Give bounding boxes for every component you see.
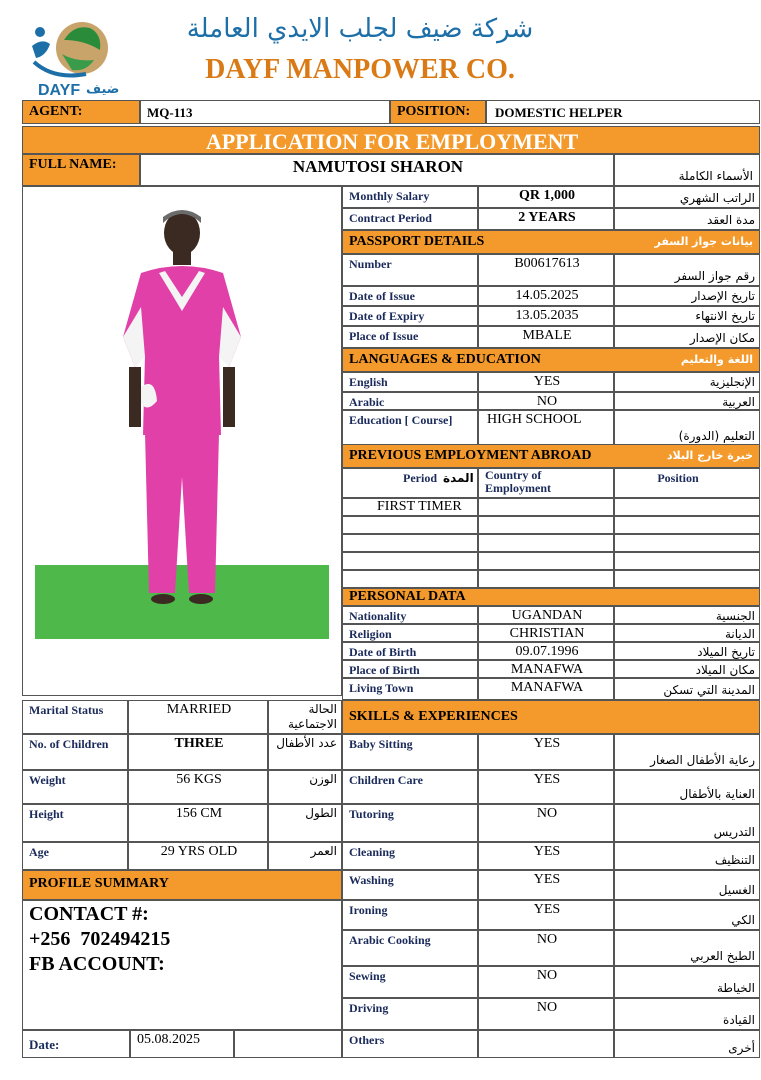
passport-title: PASSPORT DETAILS — [349, 234, 485, 249]
place-of-issue-value-cell — [478, 326, 614, 348]
skill-children-care-value-cell — [478, 770, 614, 804]
marital-status-ar-cell — [268, 700, 342, 734]
children-value: THREE — [174, 736, 224, 751]
place-of-issue-label: Place of Issue — [349, 329, 419, 343]
full-name-ar: الأسماء الكاملة — [678, 169, 753, 183]
skill-others-ar-cell — [614, 1030, 760, 1058]
contract-period-value: 2 YEARS — [518, 210, 576, 225]
education-label-cell — [342, 410, 478, 446]
skill-washing-ar-cell — [614, 870, 760, 900]
passport-number-label-cell — [342, 254, 478, 286]
place-of-birth-label-cell — [342, 660, 478, 678]
date-of-birth-label: Date of Birth — [349, 645, 417, 659]
living-town-ar-cell — [614, 678, 760, 700]
full-name-label: FULL NAME: — [29, 157, 117, 172]
employment-row-period — [342, 516, 478, 534]
skill-baby-sitting-value-cell — [478, 734, 614, 770]
marital-status-label-cell — [22, 700, 128, 734]
skill-children-care-ar: العناية بالأطفال — [679, 787, 755, 801]
position-value: DOMESTIC HELPER — [495, 105, 623, 120]
nationality-label: Nationality — [349, 609, 407, 623]
agent-label-cell — [22, 100, 140, 124]
arabic-ar: العربية — [722, 395, 755, 409]
skill-ironing-value: YES — [533, 902, 561, 917]
weight-ar: الوزن — [309, 772, 337, 786]
contract-period-ar: مدة العقد — [707, 213, 755, 227]
living-town-value-cell — [478, 678, 614, 700]
skill-tutoring-label-cell — [342, 804, 478, 842]
skills-title: SKILLS & EXPERIENCES — [349, 709, 518, 724]
place-of-issue-value: MBALE — [522, 328, 572, 343]
place-of-birth-label: Place of Birth — [349, 663, 420, 677]
skill-ironing-label: Ironing — [349, 903, 388, 917]
company-logo — [24, 10, 122, 102]
religion-ar: الديانة — [724, 627, 755, 641]
skill-driving-label: Driving — [349, 1001, 389, 1015]
date-of-issue-value: 14.05.2025 — [515, 288, 579, 303]
height-label: Height — [29, 807, 64, 821]
employment-row-position — [614, 570, 760, 588]
skill-tutoring-value-cell — [478, 804, 614, 842]
nationality-value-cell — [478, 606, 614, 624]
skill-driving-ar: القيادة — [723, 1013, 755, 1027]
agent-value: MQ-113 — [147, 105, 193, 120]
weight-label: Weight — [29, 773, 66, 787]
age-value-cell — [128, 842, 268, 870]
company-arabic-name: شركة ضيف لجلب الايدي العاملة — [186, 14, 534, 44]
skill-tutoring-ar-cell — [614, 804, 760, 842]
profile-summary-box — [22, 900, 342, 1030]
marital-status-ar: الحالة الاجتماعية — [287, 702, 337, 731]
period-header: Period — [403, 471, 437, 485]
skill-arabic-cooking-label: Arabic Cooking — [349, 933, 431, 947]
date-of-expiry-value-cell — [478, 306, 614, 326]
logo-text-en: DAYF — [38, 82, 81, 99]
full-name-label-cell — [22, 154, 140, 186]
first-timer: FIRST TIMER — [377, 499, 462, 514]
agent-value-cell — [140, 100, 390, 124]
skill-others-ar: أخرى — [728, 1041, 755, 1055]
languages-header — [342, 348, 760, 372]
employment-row-country — [478, 570, 614, 588]
date-of-expiry-value: 13.05.2035 — [515, 308, 579, 323]
nationality-ar-cell — [614, 606, 760, 624]
education-value-cell — [478, 410, 614, 446]
full-name-value: NAMUTOSI SHARON — [292, 157, 464, 176]
prev-employment-title-ar: خبرة خارج البلاد — [666, 449, 753, 462]
skill-tutoring-value: NO — [536, 806, 558, 821]
date-of-expiry-label-cell — [342, 306, 478, 326]
employment-row-position — [614, 498, 760, 516]
contract-period-ar-cell — [614, 208, 760, 230]
passport-number-label: Number — [349, 257, 392, 271]
english-value: YES — [533, 374, 561, 389]
date-of-birth-ar-cell — [614, 642, 760, 660]
position-label: POSITION: — [397, 104, 471, 119]
date-of-issue-ar-cell — [614, 286, 760, 306]
employment-row-period — [342, 552, 478, 570]
living-town-label: Living Town — [349, 681, 414, 695]
children-ar: عدد الأطفال — [276, 736, 337, 750]
prev-employment-header — [342, 444, 760, 468]
contract-period-value-cell — [478, 208, 614, 230]
position-value-cell — [486, 100, 760, 124]
children-value-cell — [128, 734, 268, 770]
skill-cleaning-ar-cell — [614, 842, 760, 870]
weight-ar-cell — [268, 770, 342, 804]
place-of-birth-ar: مكان الميلاد — [695, 663, 755, 677]
children-label-cell — [22, 734, 128, 770]
nationality-label-cell — [342, 606, 478, 624]
monthly-salary-label-cell — [342, 186, 478, 208]
arabic-ar-cell — [614, 392, 760, 410]
date-label: Date: — [29, 1037, 60, 1052]
skill-tutoring-label: Tutoring — [349, 807, 394, 821]
date-of-expiry-ar-cell — [614, 306, 760, 326]
skill-others-value-cell — [478, 1030, 614, 1058]
skill-sewing-ar-cell — [614, 966, 760, 998]
passport-number-ar: رقم جواز السفر — [674, 269, 755, 283]
skill-sewing-label: Sewing — [349, 969, 386, 983]
arabic-value-cell — [478, 392, 614, 410]
period-header-ar: المدة — [443, 471, 474, 485]
employment-row-position — [614, 534, 760, 552]
place-of-issue-ar: مكان الإصدار — [689, 331, 755, 345]
marital-status-value: MARRIED — [166, 702, 232, 717]
contract-period-label: Contract Period — [349, 211, 432, 225]
skill-children-care-ar-cell — [614, 770, 760, 804]
living-town-ar: المدينة التي تسكن — [663, 683, 755, 697]
skill-ironing-label-cell — [342, 900, 478, 930]
date-of-birth-ar: تاريخ الميلاد — [697, 645, 755, 659]
age-label-cell — [22, 842, 128, 870]
date-value: 05.08.2025 — [137, 1032, 200, 1047]
skill-others-label-cell — [342, 1030, 478, 1058]
fb-account-label: FB ACCOUNT: — [29, 953, 165, 975]
weight-value-cell — [128, 770, 268, 804]
skill-arabic-cooking-label-cell — [342, 930, 478, 966]
employment-row-position — [614, 552, 760, 570]
place-of-birth-value: MANAFWA — [510, 662, 584, 677]
skill-cleaning-value-cell — [478, 842, 614, 870]
living-town-label-cell — [342, 678, 478, 700]
contact-label: CONTACT #: — [29, 903, 149, 925]
employment-row-country — [478, 516, 614, 534]
date-of-birth-label-cell — [342, 642, 478, 660]
passport-number-value: B00617613 — [514, 256, 580, 271]
date-value-cell — [130, 1030, 234, 1058]
skill-washing-label-cell — [342, 870, 478, 900]
passport-header — [342, 230, 760, 254]
weight-label-cell — [22, 770, 128, 804]
skills-header — [342, 700, 760, 734]
monthly-salary-value: QR 1,000 — [519, 188, 575, 203]
skill-sewing-ar: الخياطة — [717, 981, 755, 995]
place-of-issue-label-cell — [342, 326, 478, 348]
languages-title: LANGUAGES & EDUCATION — [349, 352, 541, 367]
date-of-issue-value-cell — [478, 286, 614, 306]
full-name-ar-cell — [614, 154, 760, 186]
religion-label-cell — [342, 624, 478, 642]
date-of-birth-value: 09.07.1996 — [515, 644, 579, 659]
age-ar-cell — [268, 842, 342, 870]
skill-washing-ar: الغسيل — [718, 883, 755, 897]
age-label: Age — [29, 845, 49, 859]
english-value-cell — [478, 372, 614, 392]
religion-label: Religion — [349, 627, 392, 641]
arabic-label: Arabic — [349, 395, 385, 409]
date-blank-cell — [234, 1030, 342, 1058]
skill-children-care-label-cell — [342, 770, 478, 804]
monthly-salary-ar: الراتب الشهري — [679, 191, 755, 205]
skill-cleaning-ar: التنظيف — [714, 853, 755, 867]
skill-driving-value-cell — [478, 998, 614, 1030]
employment-row-period — [342, 498, 478, 516]
country-header: Country of Employment — [485, 468, 551, 495]
religion-value: CHRISTIAN — [509, 626, 585, 641]
skill-arabic-cooking-ar: الطبخ العربي — [690, 949, 755, 963]
place-of-issue-ar-cell — [614, 326, 760, 348]
english-ar-cell — [614, 372, 760, 392]
position-header-cell — [614, 468, 760, 498]
skill-washing-value-cell — [478, 870, 614, 900]
logo-text-ar: ضيف — [86, 82, 120, 97]
religion-value-cell — [478, 624, 614, 642]
date-of-birth-value-cell — [478, 642, 614, 660]
skill-washing-label: Washing — [349, 873, 394, 887]
languages-title-ar: اللغة والتعليم — [680, 353, 753, 366]
passport-title-ar: بيانات جواز السفر — [654, 235, 753, 248]
period-header-cell — [342, 468, 478, 498]
marital-status-value-cell — [128, 700, 268, 734]
position-label-cell — [390, 100, 486, 124]
skill-arabic-cooking-ar-cell — [614, 930, 760, 966]
monthly-salary-value-cell — [478, 186, 614, 208]
date-label-cell — [22, 1030, 130, 1058]
religion-ar-cell — [614, 624, 760, 642]
passport-number-ar-cell — [614, 254, 760, 286]
children-label: No. of Children — [29, 737, 109, 751]
date-of-issue-label-cell — [342, 286, 478, 306]
height-value: 156 CM — [175, 806, 223, 821]
country-header-cell — [478, 468, 614, 498]
contact-phone: +256 702494215 — [29, 928, 171, 950]
skill-ironing-value-cell — [478, 900, 614, 930]
company-english-name: DAYF MANPOWER CO. — [205, 54, 515, 85]
date-of-expiry-label: Date of Expiry — [349, 309, 425, 323]
education-label: Education [ Course] — [349, 413, 453, 427]
agent-label: AGENT: — [29, 104, 83, 119]
nationality-ar: الجنسية — [715, 609, 755, 623]
prev-employment-title: PREVIOUS EMPLOYMENT ABROAD — [349, 448, 592, 463]
skill-baby-sitting-value: YES — [533, 736, 561, 751]
skill-children-care-label: Children Care — [349, 773, 423, 787]
skill-arabic-cooking-value: NO — [536, 932, 558, 947]
place-of-birth-ar-cell — [614, 660, 760, 678]
skill-cleaning-label-cell — [342, 842, 478, 870]
nationality-value: UGANDAN — [511, 608, 583, 623]
age-value: 29 YRS OLD — [160, 844, 238, 859]
employment-row-country — [478, 534, 614, 552]
skill-baby-sitting-label-cell — [342, 734, 478, 770]
skill-baby-sitting-ar: رعاية الأطفال الصغار — [650, 753, 755, 767]
skill-cleaning-label: Cleaning — [349, 845, 396, 859]
skill-baby-sitting-label: Baby Sitting — [349, 737, 413, 751]
personal-data-title: PERSONAL DATA — [349, 589, 466, 604]
skill-sewing-value: NO — [536, 968, 558, 983]
skill-arabic-cooking-value-cell — [478, 930, 614, 966]
profile-summary-title: PROFILE SUMMARY — [29, 876, 169, 891]
skill-children-care-value: YES — [533, 772, 561, 787]
form-title-bar — [22, 126, 760, 154]
skill-ironing-ar-cell — [614, 900, 760, 930]
employment-row-position — [614, 516, 760, 534]
english-ar: الإنجليزية — [709, 375, 755, 389]
height-ar-cell — [268, 804, 342, 842]
applicant-photo — [22, 186, 342, 696]
date-of-expiry-ar: تاريخ الانتهاء — [695, 309, 755, 323]
arabic-value: NO — [536, 394, 558, 409]
education-ar: التعليم (الدورة) — [678, 429, 755, 443]
date-of-issue-label: Date of Issue — [349, 289, 415, 303]
employment-row-country — [478, 552, 614, 570]
contract-period-label-cell — [342, 208, 478, 230]
skill-driving-value: NO — [536, 1000, 558, 1015]
employment-row-period — [342, 570, 478, 588]
skill-driving-ar-cell — [614, 998, 760, 1030]
place-of-birth-value-cell — [478, 660, 614, 678]
personal-data-header — [342, 588, 760, 606]
position-header: Position — [657, 471, 699, 485]
full-name-value-cell — [140, 154, 614, 186]
marital-status-label: Marital Status — [29, 703, 104, 717]
employment-row-country — [478, 498, 614, 516]
form-title: APPLICATION FOR EMPLOYMENT — [205, 129, 579, 154]
weight-value: 56 KGS — [176, 772, 222, 787]
skill-others-label: Others — [349, 1033, 385, 1047]
height-value-cell — [128, 804, 268, 842]
date-of-issue-ar: تاريخ الإصدار — [691, 289, 755, 303]
arabic-label-cell — [342, 392, 478, 410]
passport-number-value-cell — [478, 254, 614, 286]
age-ar: العمر — [310, 844, 337, 858]
english-label: English — [349, 375, 388, 389]
skill-baby-sitting-ar-cell — [614, 734, 760, 770]
skill-sewing-label-cell — [342, 966, 478, 998]
monthly-salary-ar-cell — [614, 186, 760, 208]
skill-sewing-value-cell — [478, 966, 614, 998]
employment-row-period — [342, 534, 478, 552]
height-label-cell — [22, 804, 128, 842]
profile-summary-header — [22, 870, 342, 900]
children-ar-cell — [268, 734, 342, 770]
height-ar: الطول — [305, 806, 337, 820]
skill-cleaning-value: YES — [533, 844, 561, 859]
skill-driving-label-cell — [342, 998, 478, 1030]
skill-washing-value: YES — [533, 872, 561, 887]
education-value: HIGH SCHOOL — [487, 412, 582, 427]
english-label-cell — [342, 372, 478, 392]
education-ar-cell — [614, 410, 760, 446]
living-town-value: MANAFWA — [510, 680, 584, 695]
monthly-salary-label: Monthly Salary — [349, 189, 430, 203]
skill-tutoring-ar: التدريس — [713, 825, 755, 839]
skill-ironing-ar: الكي — [731, 913, 755, 927]
